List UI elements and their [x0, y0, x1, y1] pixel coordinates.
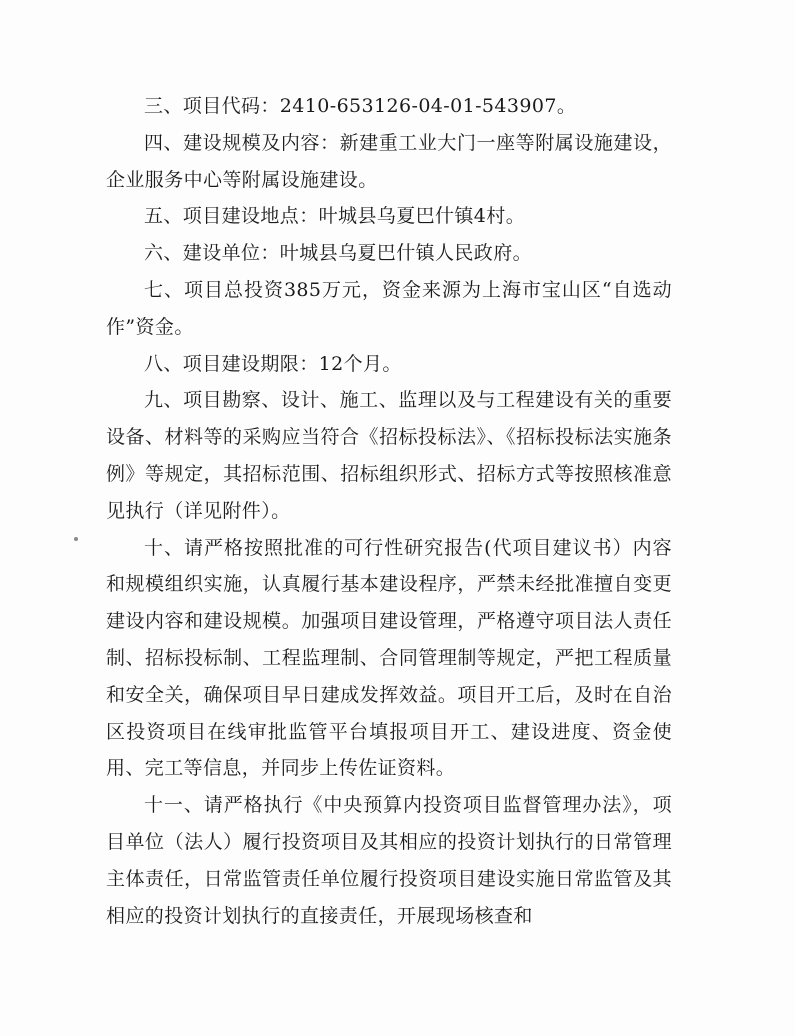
paragraph-total-investment: 七、项目总投资385万元，资金来源为上海市宝山区“自选动作”资金。: [106, 278, 672, 338]
document-body: [106, 88, 672, 934]
paragraph-construction-location: 五、项目建设地点：叶城县乌夏巴什镇4村。: [144, 205, 526, 228]
paragraph-construction-period: 八、项目建设期限：12个月。: [144, 352, 402, 375]
paragraph-implementation: 十、请严格按照批准的可行性研究报告(代项目建议书）内容和规模组织实施，认真履行基本建设程序，严禁未经批准擅自变更建设内容和建设规模。加强项目建设管理，严格遵守项目法人责任制、招标投标制、工程监理制、合同管理制等规定，严把工程质量和安全关，确保项目早日建成发挥效益。项目开工后，及时在自治区投资项目在线审批监管平台填报项目开工、建设进度、资金使用、完工等信息，并同步上传佐证资料。: [106, 536, 672, 780]
paragraph-construction-scale: 四、建设规模及内容：新建重工业大门一座等附属设施建设，企业服务中心等附属设施建设。: [106, 131, 672, 191]
paragraph-supervision: 十一、请严格执行《中央预算内投资项目监督管理办法》，项目单位（法人）履行投资项目及其相应的投资计划执行的日常管理主体责任，日常监管责任单位履行投资项目建设实施日常监管及其相应的投资计划执行的直接责任，开展现场核查和: [106, 794, 672, 927]
scan-speck: [74, 537, 78, 541]
paragraph-procurement: 九、项目勘察、设计、施工、监理以及与工程建设有关的重要设备、材料等的采购应当符合《招标投标法》、《招标投标法实施条例》等规定，其招标范围、招标组织形式、招标方式等按照核准意见执行（详见附件）。: [106, 389, 672, 522]
paragraph-project-code: 三、项目代码：2410-653126-04-01-543907。: [144, 95, 577, 117]
paragraph-construction-unit: 六、建设单位：叶城县乌夏巴什镇人民政府。: [144, 242, 533, 265]
